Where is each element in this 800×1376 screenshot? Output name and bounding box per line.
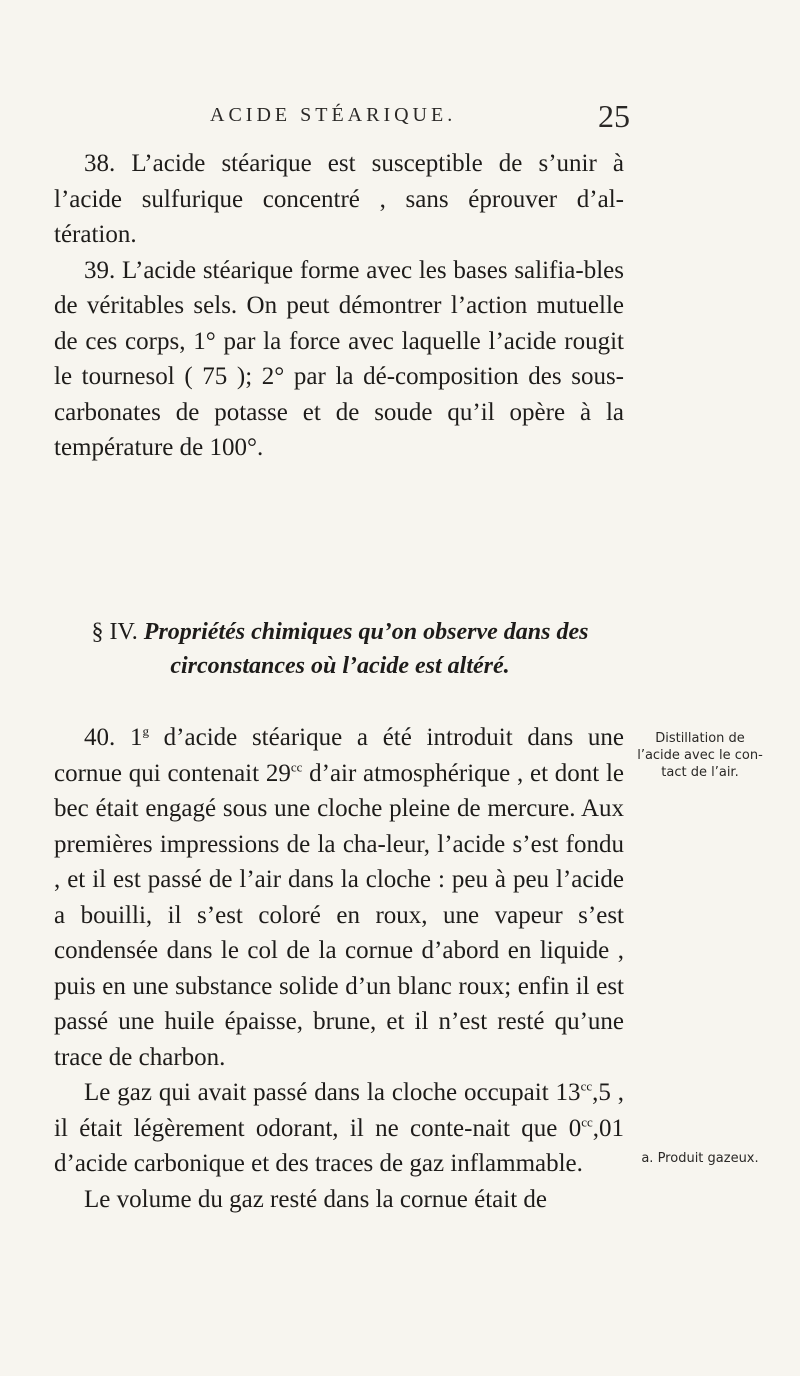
running-title: ACIDE STÉARIQUE.: [210, 104, 457, 126]
section-title: Propriétés chimiques qu’on observe dans des circonstances où l’acide est altéré.: [143, 619, 589, 679]
running-head: [210, 98, 630, 134]
paragraph-41: [54, 1075, 624, 1182]
p40-text-1: 40. 1: [84, 724, 143, 751]
page-number: 25: [598, 98, 630, 134]
paragraph-40: [54, 720, 624, 1075]
p40-text-3: d’air atmosphérique , et dont le bec était engagé sous une cloche pleine de mercure. Aux premières impressions de la cha-leur, l’acide s’est fondu , et il est passé de l’air dans la cloche : peu à peu l’acide a bouilli, il s’est coloré en roux, une vapeur s’est condensée dans le col de la cornue d’abord en liquide , puis en une substance solide d’un blanc roux; enfin il est passé une huile épaisse, brune, et il n’est resté qu’une trace de charbon.: [54, 759, 624, 1071]
paragraph-39: 39. L’acide stéarique forme avec les bases salifia-bles de véritables sels. On peut démontrer l’action mutuelle de ces corps, 1° par la force avec laquelle l’acide rougit le tournesol ( 75 ); 2° par la dé-composition des sous-carbonates de potasse et de soude qu’il opère à la température de 100°.: [54, 256, 624, 461]
p41-text-3: ,01 d’acide carbonique et des traces de gaz inflammable.: [54, 1114, 624, 1177]
paragraph-42: Le volume du gaz resté dans la cornue était de: [84, 1185, 548, 1213]
section-mark: § IV.: [91, 619, 138, 645]
section-heading: [60, 615, 620, 683]
paragraph-38: 38. L’acide stéarique est susceptible de s’unir à l’acide sulfurique concentré , sans éprouver d’al-tération.: [54, 150, 624, 248]
margin-note-gaseous-product: a. Produit gazeux.: [641, 1151, 759, 1166]
p40-text-2: d’acide stéarique a été introduit dans une cornue qui contenait 29: [54, 724, 625, 787]
p40-unit-cc: cc: [290, 759, 303, 775]
margin-note-distillation: Distillation de l’acide avec le con-tact de l’air.: [637, 731, 763, 780]
p41-text-2: ,5 , il était légèrement odorant, il ne conte-nait que 0: [54, 1079, 625, 1142]
p41-unit-cc-2: cc: [581, 1114, 593, 1130]
p41-text-1: Le gaz qui avait passé dans la cloche occupait 13: [84, 1079, 581, 1106]
body-text-bottom: [54, 720, 624, 1217]
body-text-top: [54, 146, 624, 466]
p40-unit-gram: g: [142, 723, 149, 739]
p41-unit-cc-1: cc: [580, 1078, 593, 1094]
